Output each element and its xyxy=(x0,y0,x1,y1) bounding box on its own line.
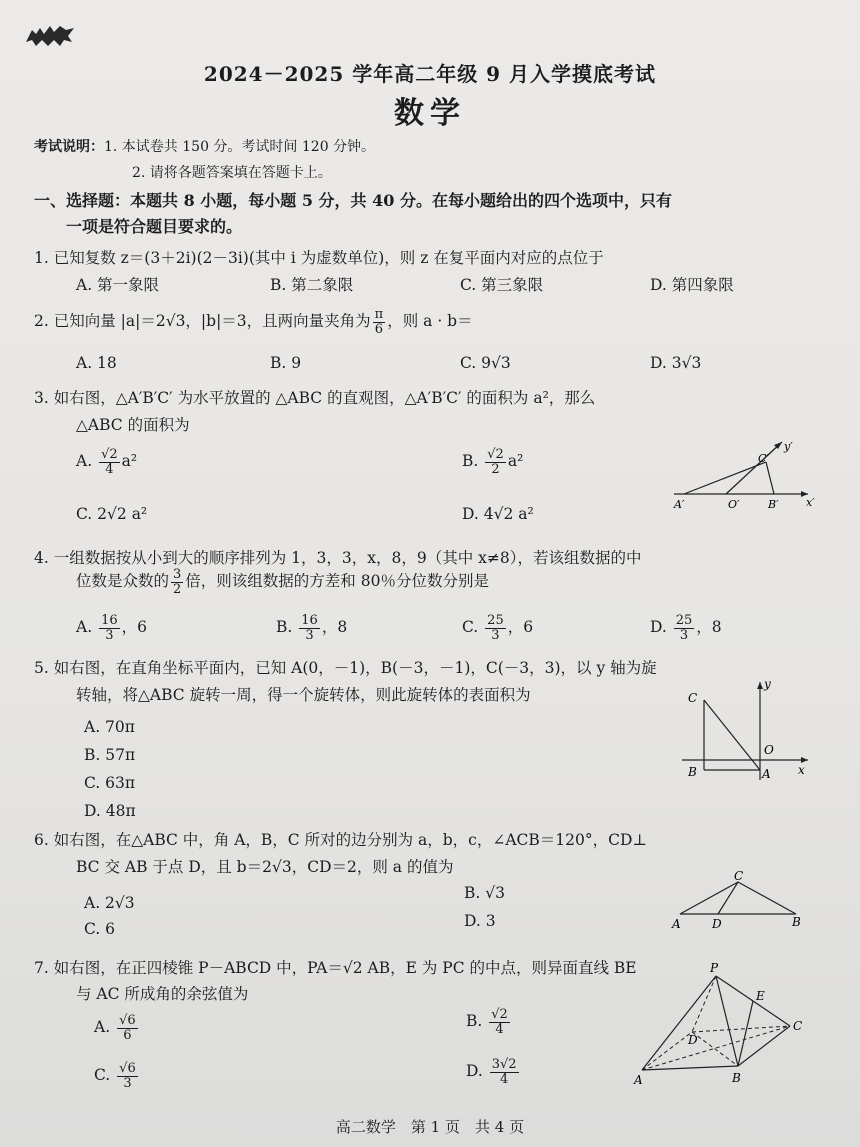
section-heading-line2: 一项是符合题目要求的。 xyxy=(66,217,243,236)
fig-label-o: O′ xyxy=(728,498,740,511)
question-4-option-c xyxy=(462,614,533,642)
fig-side-cb xyxy=(766,462,774,494)
fig-label-a: A xyxy=(672,917,681,931)
question-3-option-a xyxy=(76,448,137,476)
fig-edge-dc xyxy=(692,1026,790,1032)
option-fraction xyxy=(489,1008,510,1036)
fraction-denominator: 3 xyxy=(105,627,114,643)
question-3-figure xyxy=(668,432,818,516)
question-6-option-c: C. 6 xyxy=(84,920,116,938)
question-6-option-b: B. √3 xyxy=(464,884,505,902)
fig-label-e: E xyxy=(756,989,765,1003)
option-suffix: ，6 xyxy=(507,618,534,637)
exam-notes-label: 考试说明： xyxy=(34,139,104,155)
option-letter: D. xyxy=(466,1062,483,1081)
fraction-numerator: π xyxy=(374,307,384,322)
question-2-stem xyxy=(34,308,473,336)
question-2-option-d: D. 3√3 xyxy=(650,354,702,372)
question-5-option-b: B. 57π xyxy=(84,746,136,764)
question-4-line2 xyxy=(76,568,489,596)
option-letter: A. xyxy=(76,452,93,471)
question-4-fraction xyxy=(171,568,183,596)
question-2-option-a: A. 18 xyxy=(76,354,117,372)
fig-label-p: P xyxy=(710,961,719,975)
page-footer: 高二数学 第 1 页 共 4 页 xyxy=(335,1118,525,1136)
fig-side-ac xyxy=(684,462,766,494)
option-fraction xyxy=(99,614,120,642)
question-3-option-d: D. 4√2 a² xyxy=(462,505,534,523)
question-6-line1: 6. 如右图，在△ABC 中，角 A，B，C 所对的边分别为 a，b，c，∠ACB＝120°，CD⊥ xyxy=(34,831,647,849)
subject-title: 数学 xyxy=(394,96,466,131)
fraction-denominator: 3 xyxy=(679,627,689,643)
question-1-option-a: A. 第一象限 xyxy=(76,276,160,294)
question-5-option-a: A. 70π xyxy=(84,718,135,736)
fraction-denominator: 6 xyxy=(374,321,384,337)
question-1-option-b: B. 第二象限 xyxy=(270,276,354,294)
question-3-option-b xyxy=(462,448,523,476)
exam-title: 2024－2025 学年高二年级 9 月入学摸底考试 xyxy=(203,62,657,86)
exam-notes-line1 xyxy=(34,136,375,156)
exam-notes-text1: 1. 本试卷共 150 分。考试时间 120 分钟。 xyxy=(104,139,376,155)
fraction-numerator: 3√2 xyxy=(491,1057,517,1072)
fig-label-a: A xyxy=(634,1073,643,1087)
question-7-option-a xyxy=(94,1014,140,1042)
option-letter: C. xyxy=(94,1066,111,1085)
question-3-line1: 3. 如右图，△A′B′C′ 为水平放置的 △ABC 的直观图，△A′B′C′ 的面积为 a²，那么 xyxy=(34,389,596,407)
fig-label-b: B xyxy=(792,915,801,929)
question-4-option-a xyxy=(76,614,147,642)
fraction-numerator: √6 xyxy=(119,1061,136,1076)
option-fraction xyxy=(99,448,120,476)
question-5-option-d: D. 48π xyxy=(84,802,136,820)
fig-label-x: x′ xyxy=(806,496,815,509)
option-suffix: a² xyxy=(507,452,524,471)
question-3-line2: △ABC 的面积为 xyxy=(76,416,190,434)
option-suffix: ，8 xyxy=(321,618,348,637)
fraction-numerator: √2 xyxy=(491,1007,508,1022)
question-4-line2-a: 位数是众数的 xyxy=(76,572,170,591)
fraction-denominator: 2 xyxy=(491,461,500,477)
question-2-stem-b: ，则 a · b＝ xyxy=(387,312,473,331)
question-7-line1: 7. 如右图，在正四棱锥 P－ABCD 中，PA＝√2 AB，E 为 PC 的中点，则异面直线 BE xyxy=(34,959,637,977)
question-6-option-a: A. 2√3 xyxy=(84,894,135,912)
exam-notes-line2: 2. 请将各题答案填在答题卡上。 xyxy=(132,165,332,181)
question-2-angle-fraction xyxy=(373,308,386,336)
option-letter: C. xyxy=(462,618,479,637)
option-fraction xyxy=(485,448,506,476)
fraction-numerator: 25 xyxy=(487,613,504,628)
fraction-denominator: 3 xyxy=(123,1075,132,1091)
fraction-denominator: 6 xyxy=(123,1027,132,1043)
question-4-option-b xyxy=(276,614,347,642)
question-7-line2: 与 AC 所成角的余弦值为 xyxy=(76,985,249,1003)
fig-y-axis xyxy=(726,442,782,494)
fraction-denominator: 4 xyxy=(495,1021,504,1037)
publisher-logo-icon xyxy=(24,20,76,50)
question-5-figure xyxy=(676,676,816,786)
fig-segment-cd xyxy=(718,882,738,914)
question-7-figure xyxy=(630,960,810,1088)
question-1-stem: 1. 已知复数 z＝(3＋2i)(2－3i)(其中 i 为虚数单位)，则 z 在复平面内对应的点位于 xyxy=(34,249,604,267)
question-5-line2: 转轴，将△ABC 旋转一周，得一个旋转体，则此旋转体的表面积为 xyxy=(76,686,531,704)
fig-label-b: B′ xyxy=(768,498,779,511)
fraction-numerator: 16 xyxy=(101,613,118,628)
fig-label-c: C xyxy=(793,1019,803,1033)
fig-label-c: C xyxy=(734,869,744,883)
question-7-option-d xyxy=(466,1058,521,1086)
fig-edge-pd xyxy=(692,976,716,1032)
fraction-numerator: 25 xyxy=(675,613,693,628)
fig-edge-pb xyxy=(716,976,738,1066)
fig-label-b: B xyxy=(688,765,697,779)
question-6-figure xyxy=(668,868,808,932)
option-letter: A. xyxy=(76,618,93,637)
fig-edge-ab xyxy=(642,1066,738,1070)
fig-y-arrow-icon xyxy=(757,682,763,689)
question-1-option-c: C. 第三象限 xyxy=(460,276,544,294)
fig-label-y: y xyxy=(764,677,771,691)
fig-label-d: D xyxy=(712,917,722,931)
section-heading-line1: 一、选择题：本题共 8 小题，每小题 5 分，共 40 分。在每小题给出的四个选项中，只有 xyxy=(34,191,672,210)
question-3-option-c: C. 2√2 a² xyxy=(76,505,148,523)
option-fraction xyxy=(490,1058,519,1086)
question-7-option-c xyxy=(94,1062,140,1090)
fraction-numerator: √2 xyxy=(487,447,504,462)
fraction-denominator: 4 xyxy=(105,461,114,477)
option-letter: B. xyxy=(466,1012,483,1031)
option-letter: D. xyxy=(650,618,667,637)
option-suffix: ，8 xyxy=(696,618,722,637)
question-4-line2-b: 倍，则该组数据的方差和 80％分位数分别是 xyxy=(185,572,489,591)
fig-label-x: x xyxy=(798,763,805,777)
fraction-numerator: √6 xyxy=(119,1013,136,1028)
fig-edge-pa xyxy=(642,976,716,1070)
question-7-option-b xyxy=(466,1008,512,1036)
fraction-numerator: √2 xyxy=(101,447,118,462)
fraction-denominator: 3 xyxy=(491,627,500,643)
fig-label-y: y′ xyxy=(784,440,793,453)
fraction-denominator: 4 xyxy=(500,1071,509,1087)
question-6-line2: BC 交 AB 于点 D，且 b＝2√3，CD＝2，则 a 的值为 xyxy=(76,858,454,876)
option-letter: B. xyxy=(462,452,479,471)
option-fraction xyxy=(674,614,695,642)
question-2-option-b: B. 9 xyxy=(270,354,302,372)
option-letter: A. xyxy=(94,1018,111,1037)
fig-label-o: O xyxy=(764,743,774,757)
fig-label-c: C xyxy=(688,691,698,705)
option-suffix: ，6 xyxy=(121,618,147,637)
question-4-line1: 4. 一组数据按从小到大的顺序排列为 1，3，3，x，8，9（其中 x≠8），若该组数据的中 xyxy=(34,549,642,567)
option-fraction xyxy=(485,614,506,642)
fig-label-a: A′ xyxy=(674,498,685,511)
option-suffix: a² xyxy=(121,452,138,471)
fraction-denominator: 3 xyxy=(305,627,314,643)
fraction-numerator: 16 xyxy=(301,613,318,628)
question-2-option-c: C. 9√3 xyxy=(460,354,511,372)
question-5-option-c: C. 63π xyxy=(84,774,136,792)
question-5-line1: 5. 如右图，在直角坐标平面内，已知 A(0，－1)，B(－3，－1)，C(－3，3)，以 y 轴为旋 xyxy=(34,659,657,677)
fig-diagonal-ac xyxy=(642,1026,790,1070)
question-1-option-d: D. 第四象限 xyxy=(650,276,734,294)
fig-label-c: C′ xyxy=(758,452,769,465)
fig-label-b: B xyxy=(732,1071,741,1085)
option-fraction xyxy=(117,1062,138,1090)
option-letter: B. xyxy=(276,618,293,637)
fig-label-d: D xyxy=(688,1033,698,1047)
fraction-denominator: 2 xyxy=(173,581,182,597)
fig-triangle-abc xyxy=(680,882,796,914)
question-4-option-d xyxy=(650,614,722,642)
question-6-option-d: D. 3 xyxy=(464,912,496,930)
fig-label-a: A xyxy=(762,767,771,781)
option-fraction xyxy=(117,1014,138,1042)
option-fraction xyxy=(299,614,320,642)
question-2-stem-a: 2. 已知向量 |a|＝2√3，|b|＝3，且两向量夹角为 xyxy=(34,312,371,331)
fraction-numerator: 3 xyxy=(173,567,182,582)
